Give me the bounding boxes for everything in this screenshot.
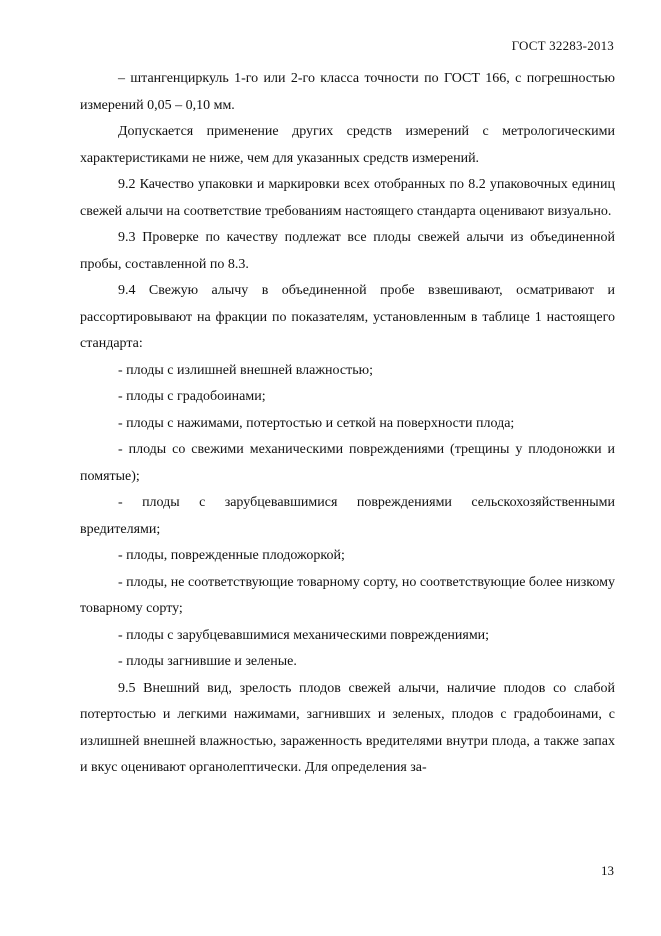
list-item: - плоды с зарубцевавшимися повреждениями сельскохозяйственными вредителями; [80, 495, 615, 537]
list-item: - плоды с излишней внешней влажностью; [118, 362, 373, 378]
list-item: - плоды, поврежденные плодожоркой; [118, 548, 345, 563]
paragraph-9-5: 9.5 Внешний вид, зрелость плодов свежей алычи, наличие плодов со слабой потертостью и легкими нажимами, загнивших и зеленых, плодов с градобоинами, с излишней внешней влажностью, зараженность вредителями внутри плода, а также запах и вкус оценивают органолептически. Для определения за- [80, 680, 615, 775]
list-item: - плоды со свежими механическими повреждениями (трещины у плодоножки и помятые); [80, 442, 615, 484]
list-item: - плоды с зарубцевавшимися механическими повреждениями; [118, 627, 490, 643]
list-item: - плоды загнившие и зеленые. [118, 654, 297, 669]
paragraph-9-2: 9.2 Качество упаковки и маркировки всех отобранных по 8.2 упаковочных единиц свежей алычи на соответствие требованиям настоящего стандарта оценивают визуально. [80, 177, 615, 219]
page-number: 13 [601, 863, 614, 878]
paragraph-9-3: 9.3 Проверке по качеству подлежат все плоды свежей алычи из объединенной пробы, составленной по 8.3. [80, 230, 615, 272]
page-body [80, 66, 615, 782]
paragraph-caliper-item: – штангенциркуль 1-го или 2-го класса точности по ГОСТ 166, с погрешностью измерений 0,05 – 0,10 мм. [80, 71, 615, 113]
list-item: - плоды с градобоинами; [118, 389, 266, 404]
paragraph-other-instruments: Допускается применение других средств измерений с метрологическими характеристиками не ниже, чем для указанных средств измерений. [80, 124, 615, 166]
list-item: - плоды, не соответствующие товарному сорту, но соответствующие более низкому товарному сорту; [80, 574, 615, 616]
list-item: - плоды с нажимами, потертостью и сеткой на поверхности плода; [118, 415, 515, 431]
document-code-header: ГОСТ 32283-2013 [511, 38, 614, 53]
paragraph-9-4: 9.4 Свежую алычу в объединенной пробе взвешивают, осматривают и рассортировывают на фракции по показателям, установленным в таблице 1 настоящего стандарта: [80, 283, 615, 351]
